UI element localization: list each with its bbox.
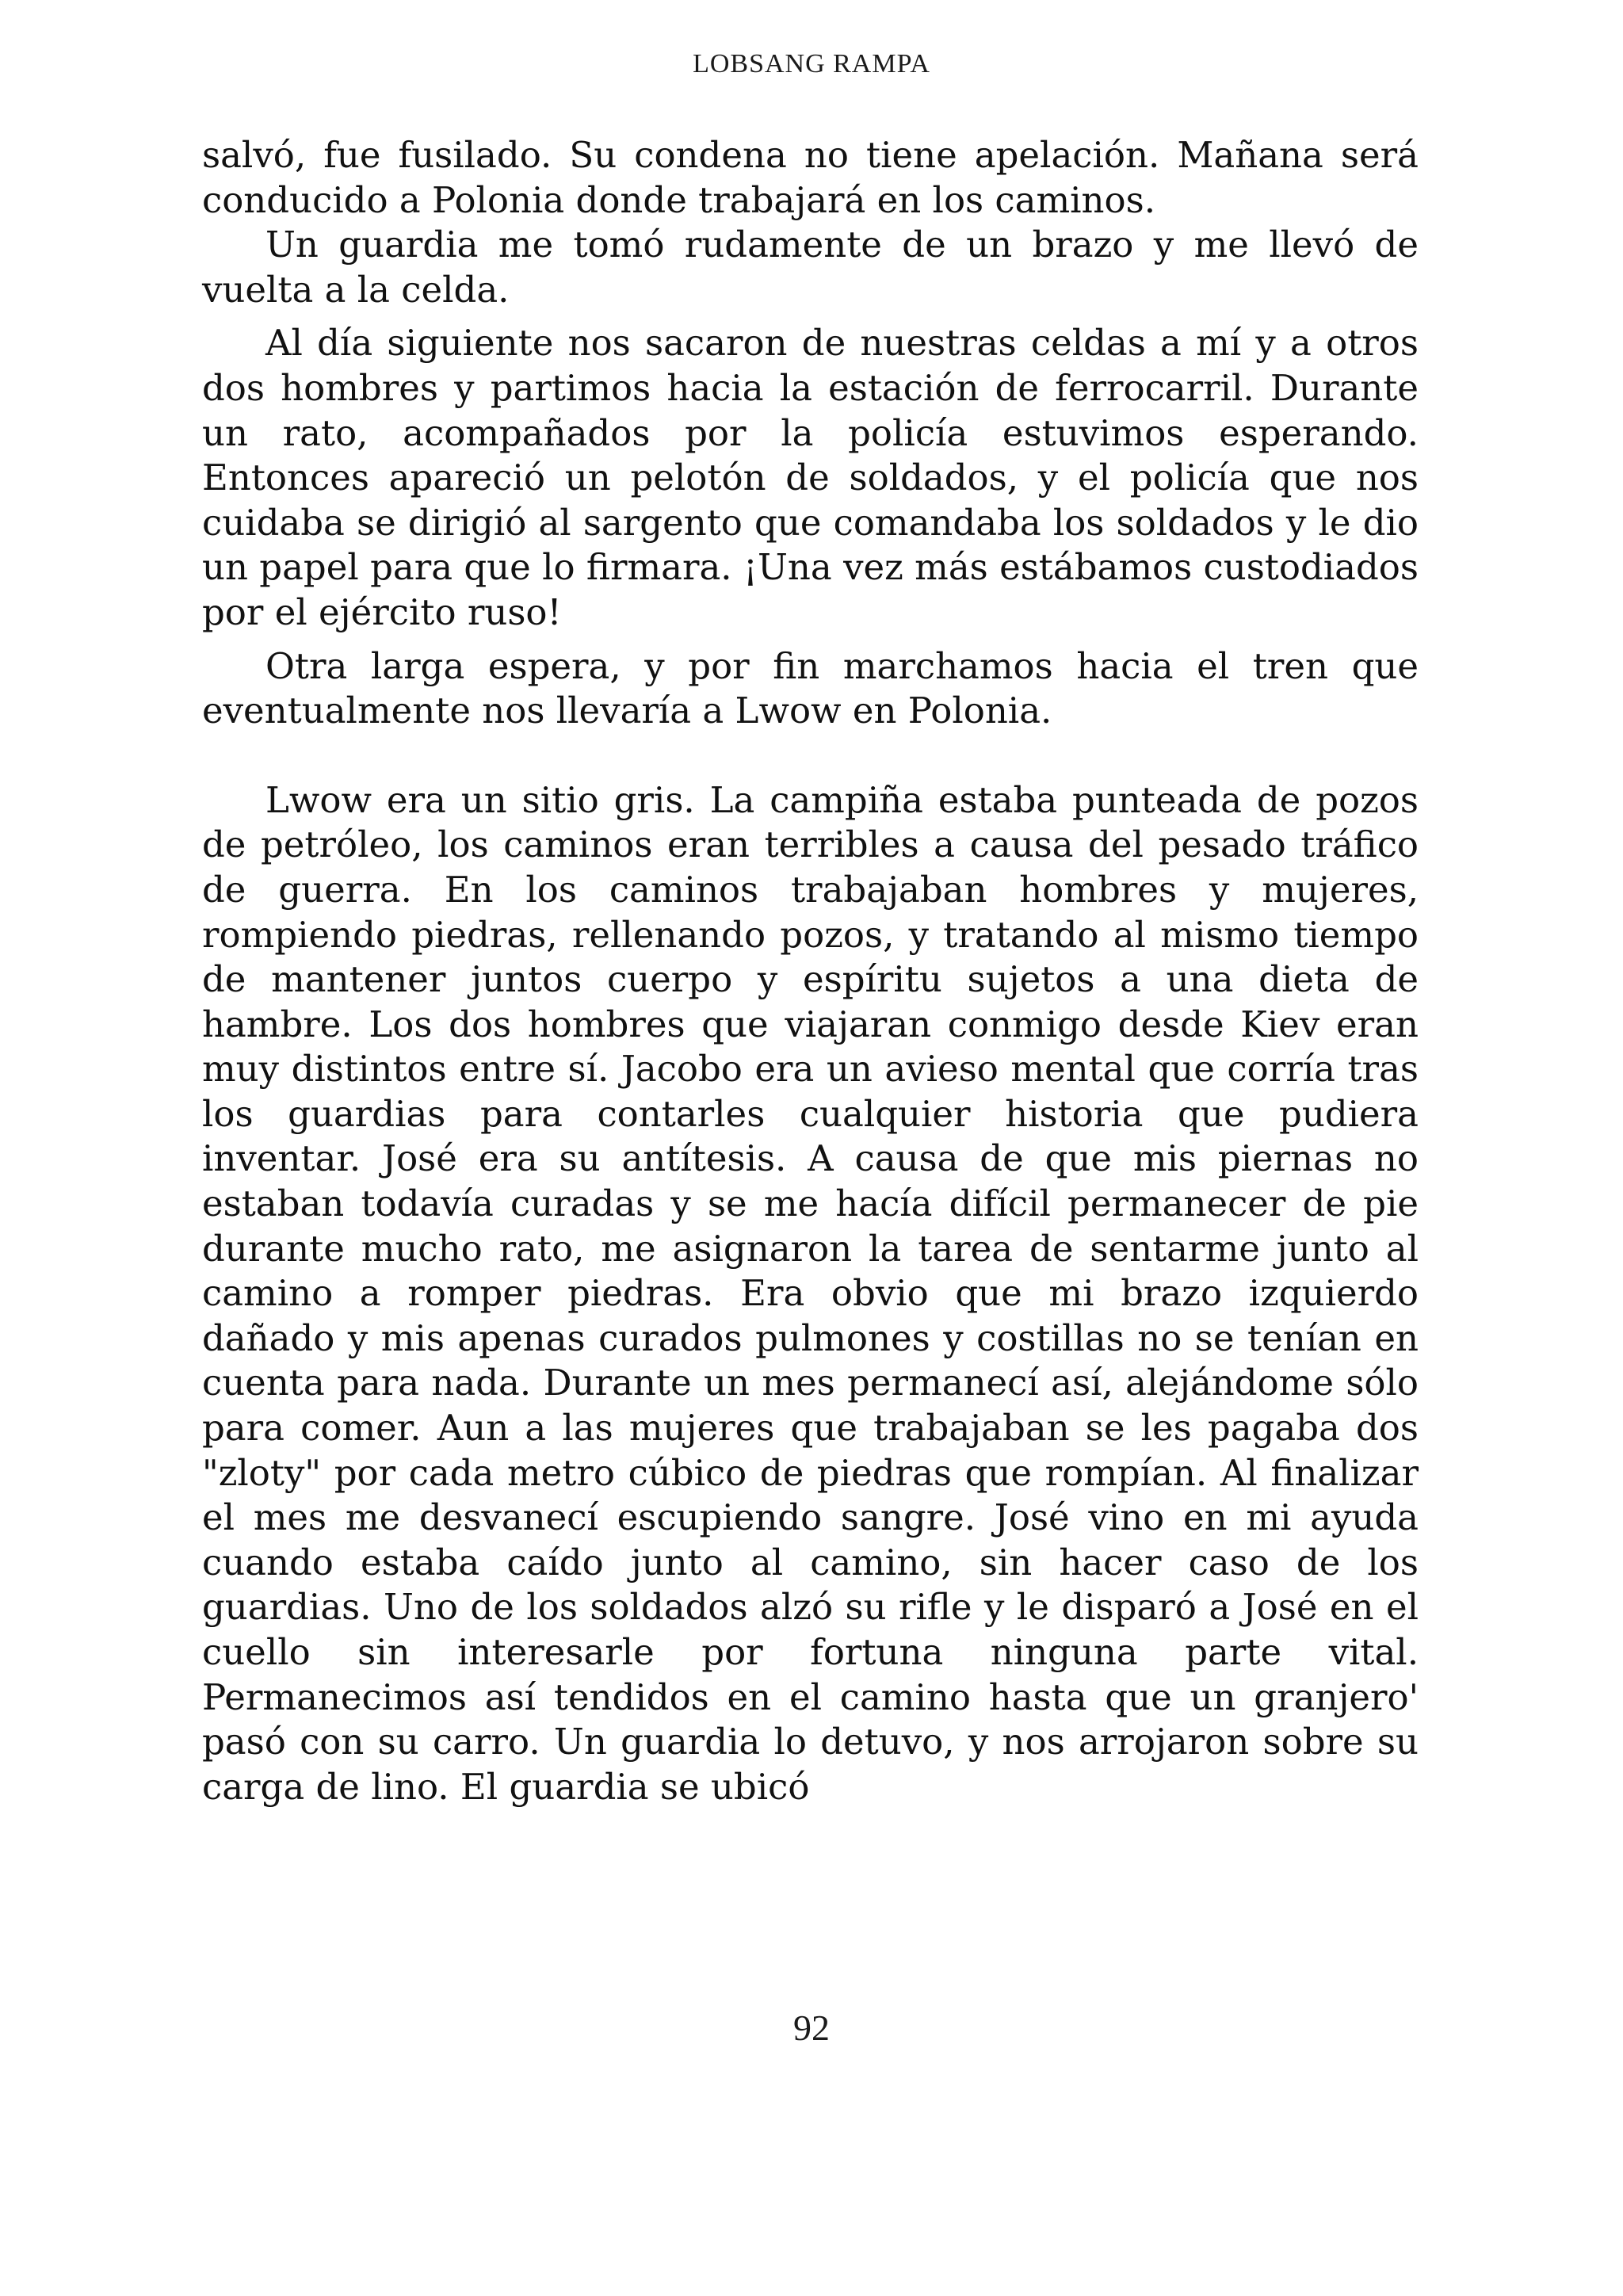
paragraph-5: Lwow era un sitio gris. La campiña estaba punteada de pozos de petróleo, los caminos eran terribles a causa del pesado tráfico de guerra. En los caminos trabajaban hombres y mujeres, rompiendo piedras, rellenando pozos, y tratando al mismo tiempo de mantener juntos cuerpo y espíritu sujetos a una dieta de hambre. Los dos hombres que viajaran conmigo desde Kiev eran muy distintos entre sí. Jacobo era un avieso mental que corría tras los guardias para contarles cualquier historia que pudiera inventar. José era su antítesis. A causa de que mis piernas no estaban todavía curadas y se me hacía difícil permanecer de pie durante mucho rato, me asignaron la tarea de sentarme junto al camino a romper piedras. Era obvio que mi brazo izquierdo dañado y mis apenas curados pulmones y costillas no se tenían en cuenta para nada. Durante un mes permanecí así, alejándome sólo para comer. Aun a las mujeres que trabajaban se les pagaba dos "zloty" por cada metro cúbico de piedras que rompían. Al finalizar el mes me desvanecí escupiendo sangre. José vino en mi ayuda cuando estaba caído junto al camino, sin hacer caso de los guardias. Uno de los soldados alzó su rifle y le disparó a José en el cuello sin interesarle por fortuna ninguna parte vital. Permanecimos así tendidos en el camino hasta que un granjero' pasó con su carro. Un guardia lo detuvo, y nos arrojaron sobre su carga de lino. El guardia se ubicó	[202, 778, 1419, 1808]
running-head-title: LOBSANG RAMPA	[693, 49, 930, 78]
paragraph-2: Un guardia me tomó rudamente de un brazo y me llevó de vuelta a la celda.	[202, 223, 1419, 311]
paragraph-1: salvó, fue fusilado. Su condena no tiene apelación. Mañana será conducido a Polonia donde trabajará en los caminos.	[202, 134, 1419, 221]
page-number: 92	[793, 2008, 830, 2048]
paragraph-4: Otra larga espera, y por fin marchamos hacia el tren que eventualmente nos llevaría a Lwow en Polonia.	[202, 644, 1419, 732]
paragraph-3: Al día siguiente nos sacaron de nuestras celdas a mí y a otros dos hombres y partimos hacia la estación de ferrocarril. Durante un rato, acompañados por la policía estuvimos esperando. Entonces apareció un pelotón de soldados, y el policía que nos cuidaba se dirigió al sargento que comandaba los soldados y le dio un papel para que lo firmara. ¡Una vez más estábamos custodiados por el ejército ruso!	[202, 322, 1419, 633]
body-text	[202, 133, 1419, 1809]
